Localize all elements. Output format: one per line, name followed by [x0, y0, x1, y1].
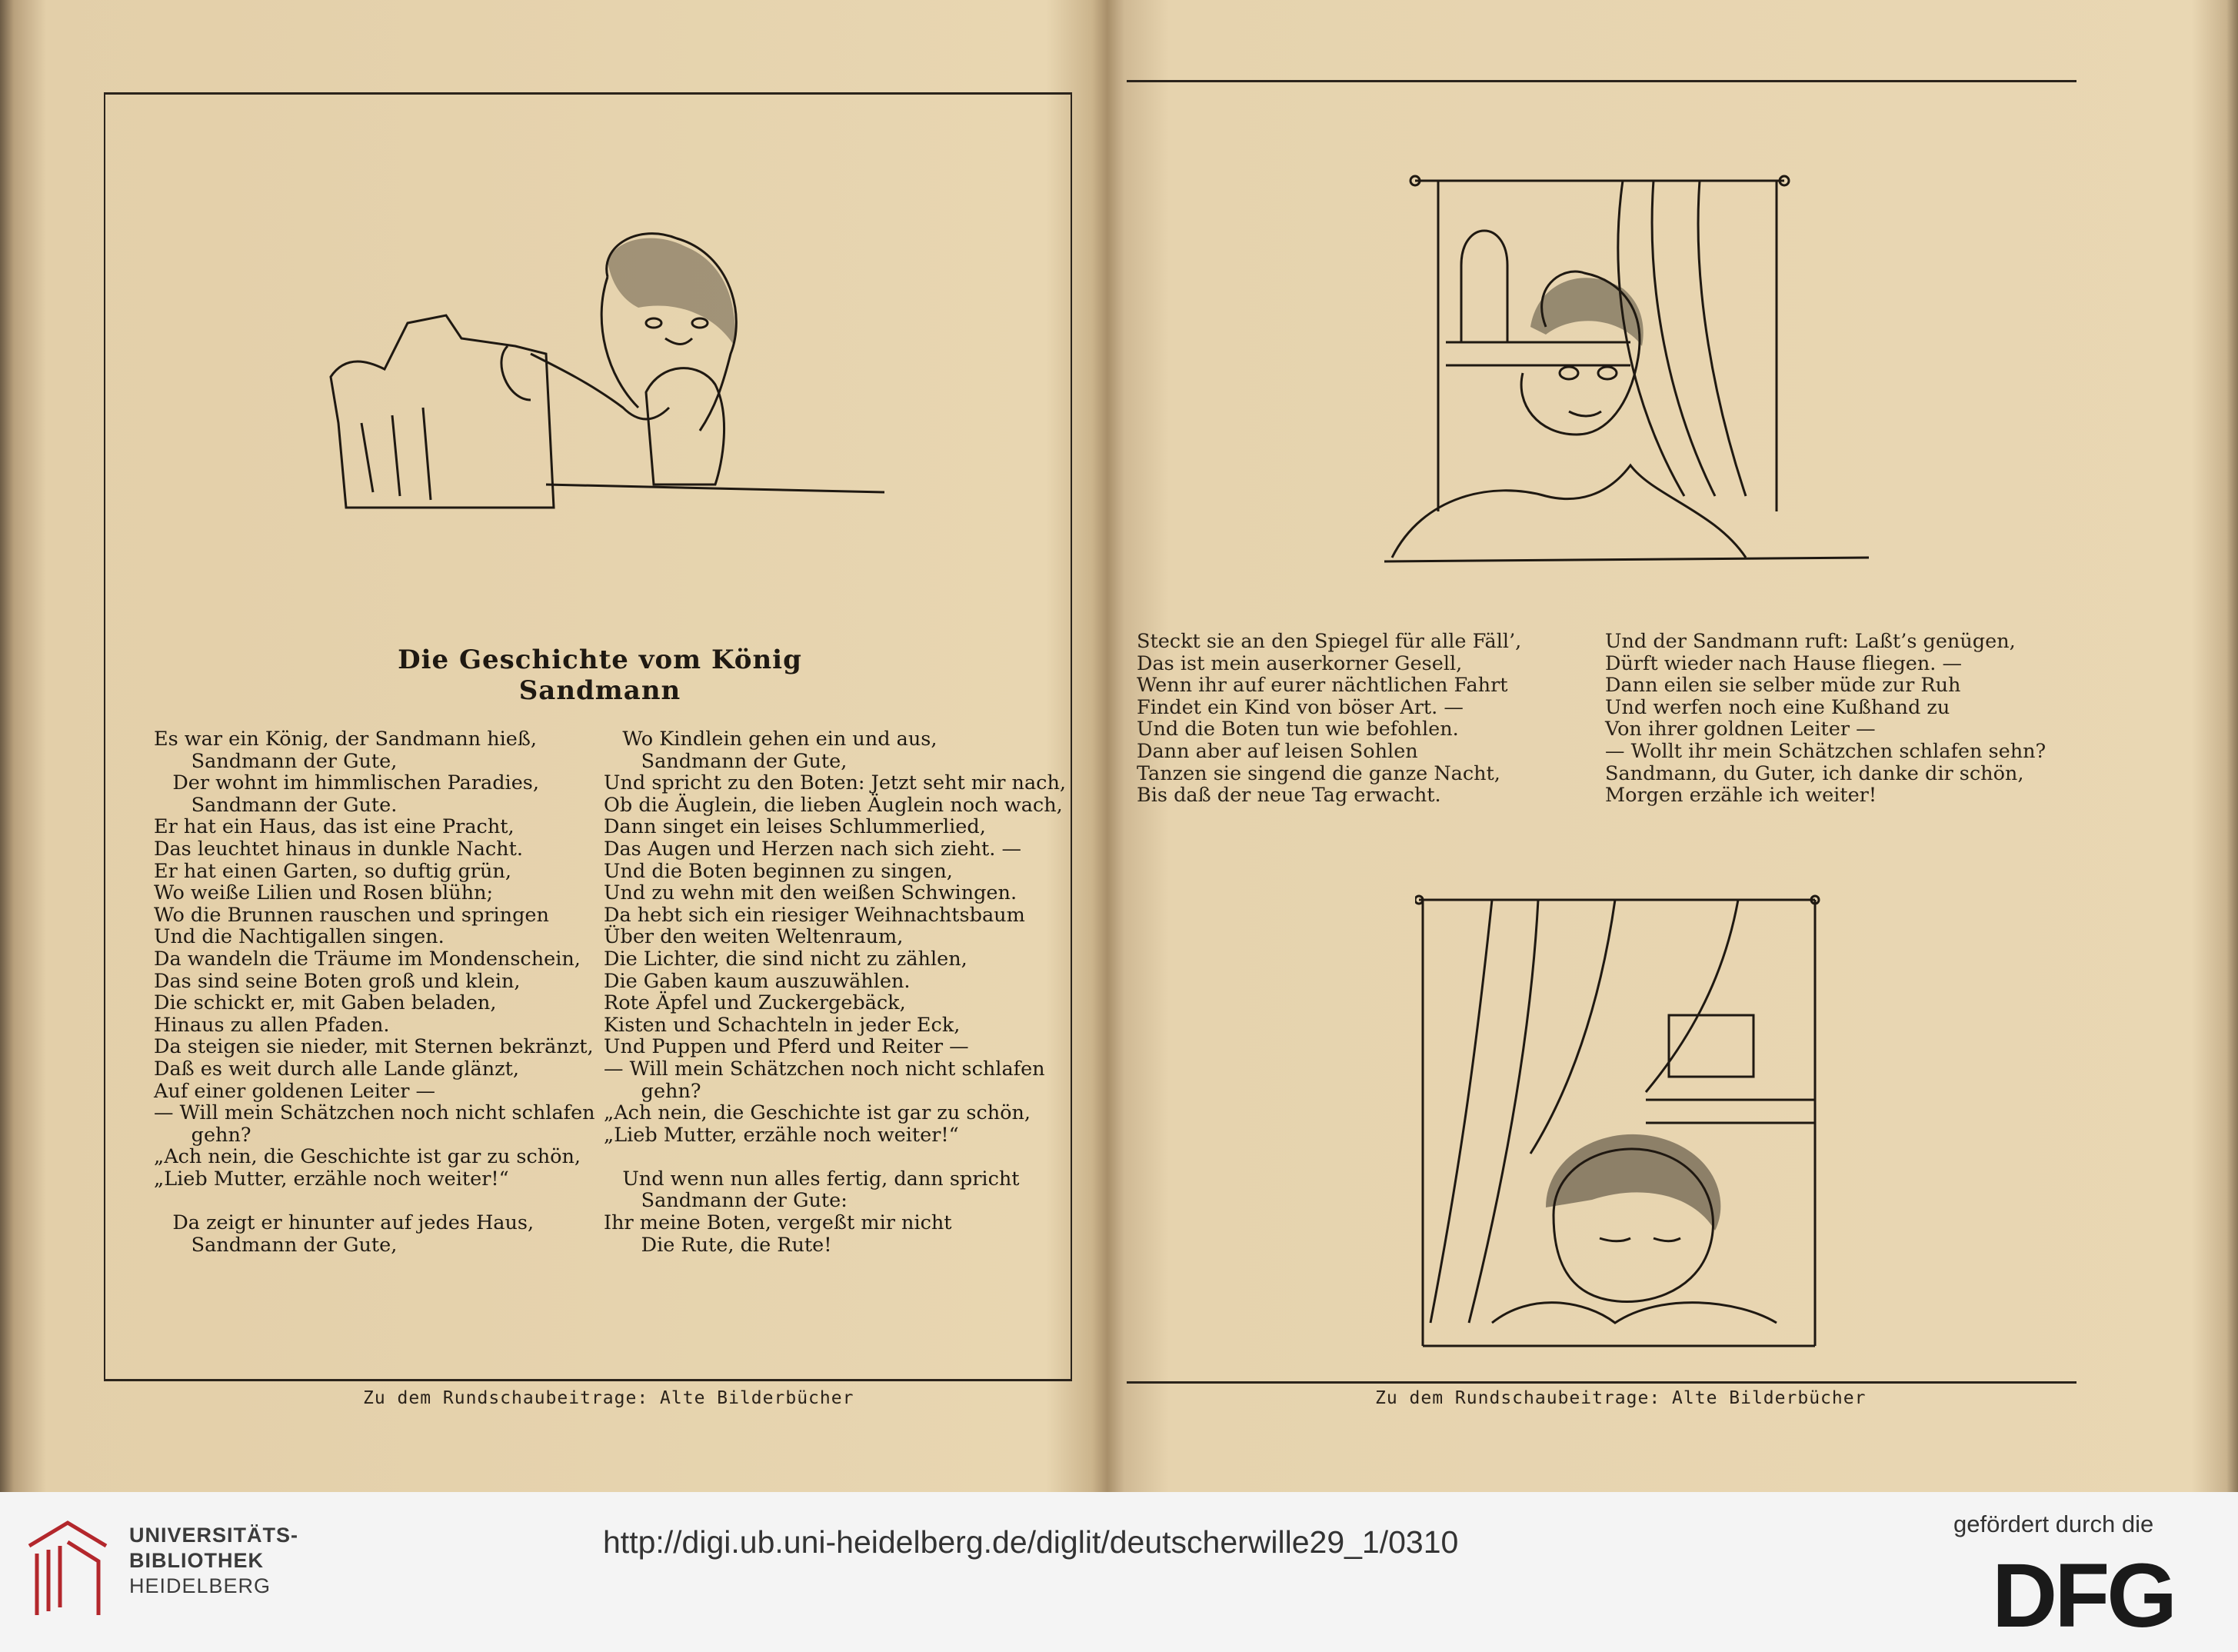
permalink-url[interactable]: http://digi.ub.uni-heidelberg.de/diglit/deutscherwille29_1/0310 — [603, 1524, 1459, 1560]
child-window-illustration — [1377, 173, 1877, 588]
funding-note: gefördert durch die — [1953, 1510, 2154, 1537]
left-poem-column-2: Wo Kindlein gehen ein und aus, Sandmann der Gute, Und spricht zu den Boten: Jetzt seht mir nach, Ob die Äuglein, die lieben Äuglein noch wach, Dann singet ein leises Schlummerlied, Das Augen und Herzen nach sich zieht. — Und die Boten beginnen zu singen, Und zu wehn mit den weißen Schwingen. Da hebt sich ein riesiger Weihnachtsbaum Über den weiten Weltenraum, Die Lichter, die sind nicht zu zählen, Die Gaben kaum auszuwählen. Rote Äpfel und Zuckergebäck, Kisten und Schachteln in jeder Eck, Und Puppen und Pferd und Reiter — — Will mein Schätzchen noch nicht schlafen gehn? „Ach nein, die Geschichte ist gar zu schön, „Lieb Mutter, erzähle noch weiter!“ Und wenn nun alles fertig, dann spricht Sandmann der Gute: Ihr meine Boten, vergeßt mir nicht Die Rute, die Rute! — [604, 728, 1066, 1257]
left-poem-column-1: Es war ein König, der Sandmann hieß, Sandmann der Gute, Der wohnt im himmlischen Paradies, Sandmann der Gute. Er hat ein Haus, das ist eine Pracht, Das leuchtet hinaus in dunkle Nacht. Er hat einen Garten, so duftig grün, Wo weiße Lilien und Rosen blühn; Wo die Brunnen rauschen und springen Und die Nachtigallen singen. Da wandeln die Träume im Mondenschein, Das sind seine Boten groß und klein, Die schickt er, mit Gaben beladen, Hinaus zu allen Pfaden. Da steigen sie nieder, mit Sternen bekränzt, Daß es weit durch alle Lande glänzt, Auf einer goldenen Leiter — — Will mein Schätzchen noch nicht schlafen gehn? „Ach nein, die Geschichte ist gar zu schön, „Lieb Mutter, erzähle noch weiter!“ Da zeigt er hinunter auf jedes Haus, Sandmann der Gute, — [154, 728, 595, 1257]
left-page-caption: Zu dem Rundschaubeitrage: Alte Bilderbücher — [363, 1388, 854, 1408]
viewer-footer — [0, 1492, 2238, 1652]
right-page-caption: Zu dem Rundschaubeitrage: Alte Bilderbücher — [1375, 1388, 1867, 1408]
library-name[interactable] — [129, 1523, 298, 1599]
right-poem-column-2: Und der Sandmann ruft: Laßt’s genügen, Dürft wieder nach Hause fliegen. — Dann eilen sie selber müde zur Ruh Und werfen noch eine Kußhand zu Von ihrer goldnen Leiter — — Wollt ihr mein Schätzchen schlafen sehn? Sandmann, du Guter, ich danke dir schön, Morgen erzähle ich weiter! — [1605, 630, 2047, 808]
library-line-1: UNIVERSITÄTS- — [129, 1524, 299, 1547]
library-line-3: HEIDELBERG — [129, 1574, 271, 1597]
right-poem-column-1: Steckt sie an den Spiegel für alle Fäll’, Das ist mein auserkorner Gesell, Wenn ihr auf eurer nächtlichen Fahrt Findet ein Kind von böser Art. — Und die Boten tun wie befohlen. Dann aber auf leisen Sohlen Tanzen sie singend die ganze Nacht, Bis daß der neue Tag erwacht. — [1137, 630, 1522, 808]
ub-heidelberg-logo-icon[interactable] — [22, 1515, 118, 1623]
child-sleeping-illustration — [1415, 892, 1823, 1354]
library-line-2: BIBLIOTHEK — [129, 1549, 264, 1572]
boy-thinking-illustration — [315, 231, 900, 511]
dfg-logo[interactable]: DFG — [1992, 1545, 2175, 1647]
poem-title: Die Geschichte vom König Sandmann — [398, 644, 802, 706]
